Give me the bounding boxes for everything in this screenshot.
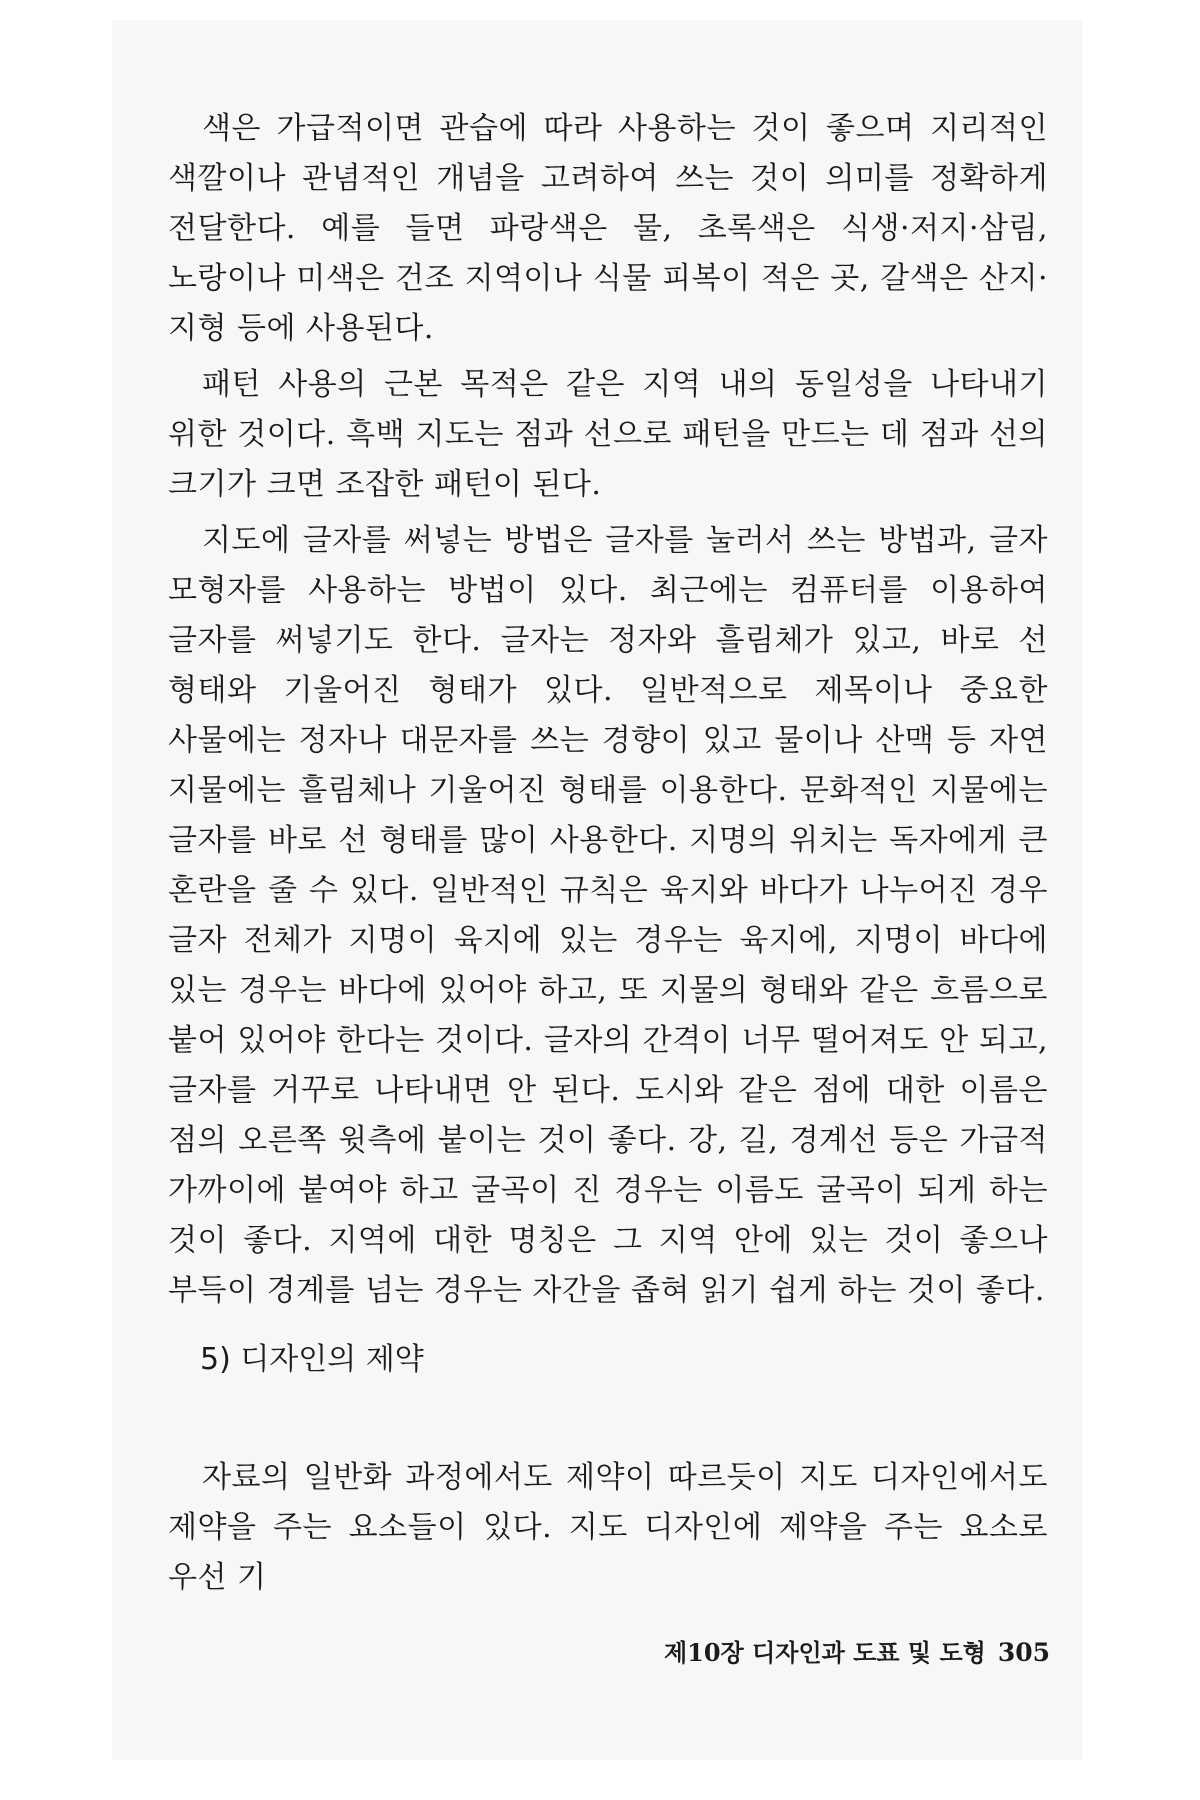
- page-number: 305: [997, 1638, 1050, 1667]
- paragraph-design-constraints: 자료의 일반화 과정에서도 제약이 따르듯이 지도 디자인에서도 제약을 주는 요소들이 있다. 지도 디자인에 제약을 주는 요소로 우선 기: [168, 1460, 1048, 1595]
- chapter-title: 제10장 디자인과 도표 및 도형: [663, 1638, 986, 1667]
- paragraph-pattern-usage: 패턴 사용의 근본 목적은 같은 지역 내의 동일성을 나타내기 위한 것이다. 흑백 지도는 점과 선으로 패턴을 만드는 데 점과 선의 크기가 크면 조잡한 패턴이 된다.: [168, 367, 1048, 502]
- section-body: [168, 1453, 1048, 1609]
- paragraph-color-usage: 색은 가급적이면 관습에 따라 사용하는 것이 좋으며 지리적인 색깔이나 관념적인 개념을 고려하여 쓰는 것이 의미를 정확하게 전달한다. 예를 들면 파랑색은 물, 초록색은 식생·저지·삼림, 노랑이나 미색은 건조 지역이나 식물 피복이 적은 곳, 갈색은 산지·지형 등에 사용된다.: [168, 111, 1048, 346]
- body-text: [168, 104, 1048, 1322]
- page-footer: [664, 1633, 1050, 1673]
- paragraph-lettering: 지도에 글자를 써넣는 방법은 글자를 눌러서 쓰는 방법과, 글자 모형자를 사용하는 방법이 있다. 최근에는 컴퓨터를 이용하여 글자를 써넣기도 한다. 글자는 정자와 흘림체가 있고, 바로 선 형태와 기울어진 형태가 있다. 일반적으로 제목이나 중요한 사물에는 정자나 대문자를 쓰는 경향이 있고 물이나 산맥 등 자연 지물에는 흘림체나 기울어진 형태를 이용한다. 문화적인 지물에는 글자를 바로 선 형태를 많이 사용한다. 지명의 위치는 독자에게 큰 혼란을 줄 수 있다. 일반적인 규칙은 육지와 바다가 나누어진 경우 글자 전체가 지명이 육지에 있는 경우는 육지에, 지명이 바다에 있는 경우는 바다에 있어야 하고, 또 지물의 형태와 같은 흐름으로 붙어 있어야 한다는 것이다. 글자의 간격이 너무 떨어져도 안 되고, 글자를 거꾸로 나타내면 안 된다. 도시와 같은 점에 대한 이름은 점의 오른쪽 윗측에 붙이는 것이 좋다. 강, 길, 경계선 등은 가급적 가까이에 붙여야 하고 굴곡이 진 경우는 이름도 굴곡이 되게 하는 것이 좋다. 지역에 대한 명칭은 그 지역 안에 있는 것이 좋으나 부득이 경계를 넘는 경우는 자간을 좁혀 읽기 쉽게 하는 것이 좋다.: [168, 523, 1048, 1308]
- section-heading: 5) 디자인의 제약: [200, 1342, 424, 1377]
